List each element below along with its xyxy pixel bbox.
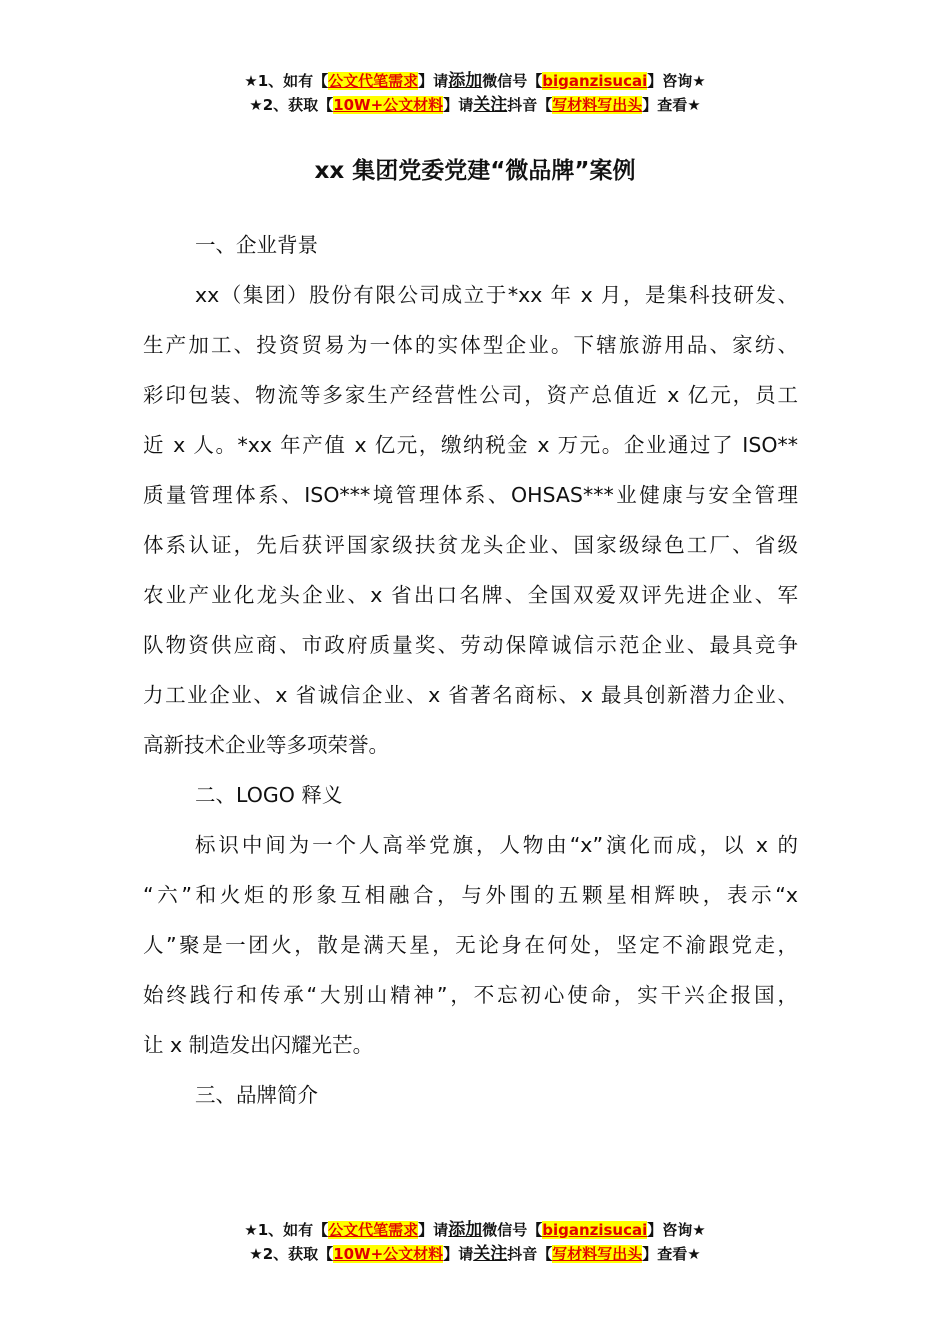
text: 】请 [418,72,449,90]
text: ★2、获取【 [249,1245,334,1263]
text: 抖音【 [507,1245,553,1263]
text: 】咨询★ [647,1221,706,1239]
text-line: 高新技术企业等多项荣誉。 [143,733,389,757]
text-line: 一、企业背景 [195,233,318,257]
banner-line-2 [0,93,950,117]
emphasis: 添加 [448,1220,483,1240]
wechat-id: biganzisucai [542,1221,648,1239]
text: 】查看★ [642,96,701,114]
header-banner [0,69,950,117]
text: 】请 [443,96,474,114]
banner-line-2 [0,1242,950,1266]
text: ★1、如有【 [244,72,329,90]
wechat-id: biganzisucai [542,72,648,90]
text: 】请 [443,1245,474,1263]
document-body [143,220,798,1120]
text-line: 体系认证，先后获评国家级扶贫龙头企业、国家级绿色工厂、省级 [143,533,798,557]
highlight: 10W+公文材料 [333,1245,444,1263]
text: 抖音【 [507,96,553,114]
text-line: xx（集团）股份有限公司成立于*xx 年 x 月，是集科技研发、 [195,283,798,307]
text-line: 近 x 人。*xx 年产值 x 亿元，缴纳税金 x 万元。企业通过了 ISO** [143,433,798,457]
emphasis: 关注 [473,95,508,115]
footer-banner [0,1218,950,1266]
text-line: “六”和火炬的形象互相融合，与外围的五颗星相辉映，表示“x [143,883,798,907]
text: 】请 [418,1221,449,1239]
emphasis: 添加 [448,71,483,91]
text: ★2、获取【 [249,96,334,114]
text-line: 标识中间为一个人高举党旗，人物由“x”演化而成，以 x 的 [195,833,798,857]
emphasis: 关注 [473,1244,508,1264]
douyin-id: 写材料写出头 [552,96,643,114]
text: 微信号【 [482,72,543,90]
text: 】咨询★ [647,72,706,90]
text-line: 彩印包装、物流等多家生产经营性公司，资产总值近 x 亿元，员工 [143,383,798,407]
banner-line-1 [0,1218,950,1242]
banner-line-1 [0,69,950,93]
text-line: 让 x 制造发出闪耀光芒。 [143,1033,374,1057]
text-line: 二、LOGO 释义 [195,783,343,807]
text-line: 农业产业化龙头企业、x 省出口名牌、全国双爱双评先进企业、军 [143,583,798,607]
highlight: 10W+公文材料 [333,96,444,114]
text-line: 人”聚是一团火，散是满天星，无论身在何处，坚定不渝跟党走， [143,933,798,957]
text-line: 队物资供应商、市政府质量奖、劳动保障诚信示范企业、最具竞争 [143,633,798,657]
document-title: xx 集团党委党建“微品牌”案例 [314,158,636,184]
text-line: 三、品牌简介 [195,1083,318,1107]
text-line: 力工业企业、x 省诚信企业、x 省著名商标、x 最具创新潜力企业、 [143,683,798,707]
text-line: 始终践行和传承“大别山精神”，不忘初心使命，实干兴企报国， [143,983,798,1007]
text-line: 生产加工、投资贸易为一体的实体型企业。下辖旅游用品、家纺、 [143,333,798,357]
highlight: 公文代笔需求 [328,1221,419,1239]
text: 】查看★ [642,1245,701,1263]
text: ★1、如有【 [244,1221,329,1239]
text: 微信号【 [482,1221,543,1239]
text-line: 质量管理体系、ISO***境管理体系、OHSAS***业健康与安全管理 [143,483,798,507]
highlight: 公文代笔需求 [328,72,419,90]
douyin-id: 写材料写出头 [552,1245,643,1263]
